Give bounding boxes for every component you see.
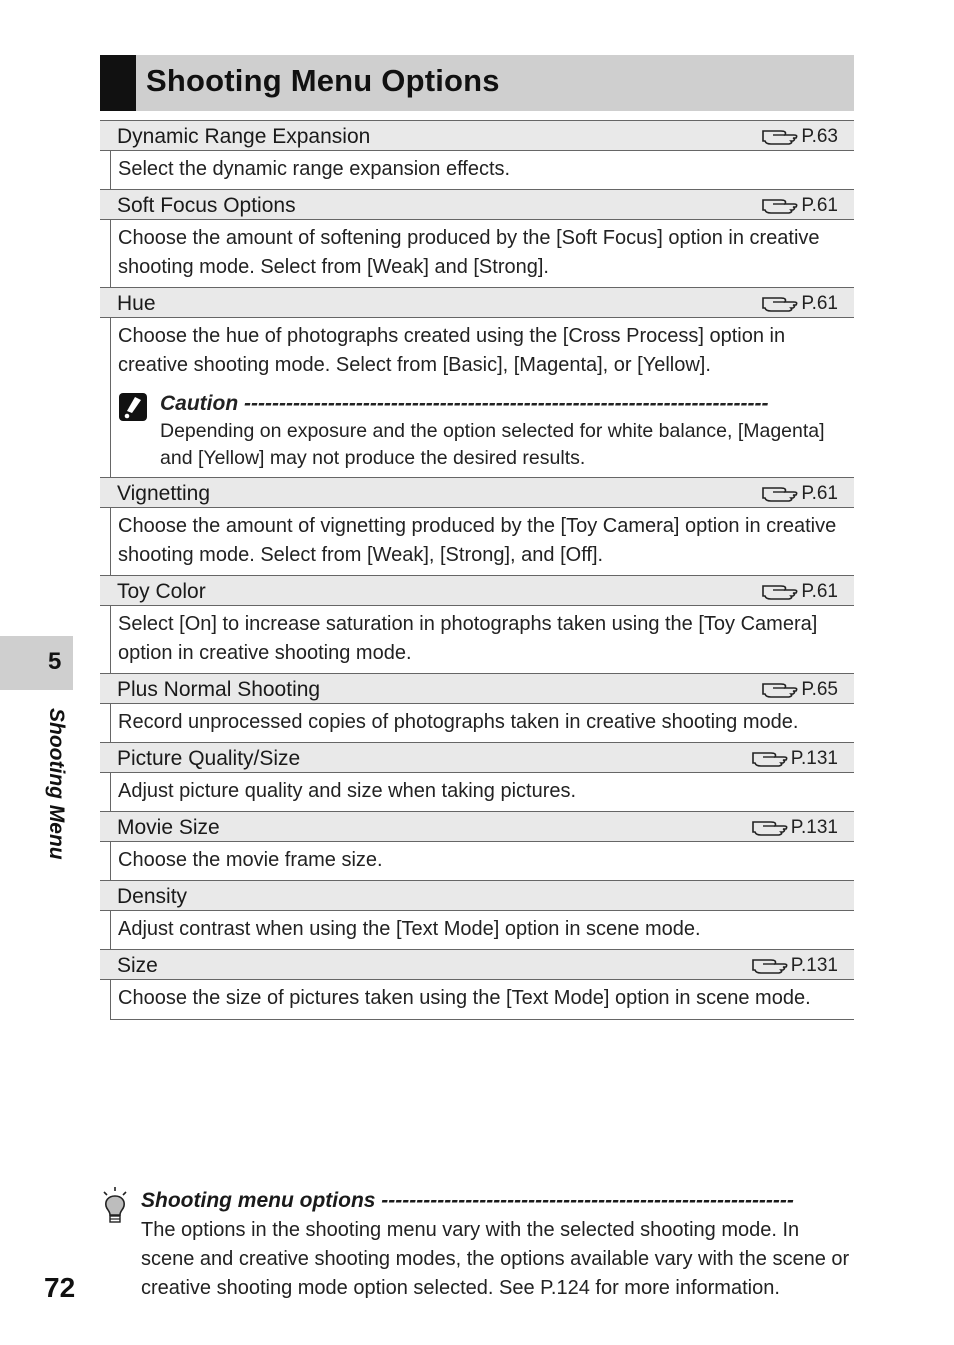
pointing-hand-icon: [761, 126, 799, 146]
option-description-with-caution: [110, 318, 854, 478]
option-description: Choose the size of pictures taken using the [Text Mode] option in scene mode.: [110, 980, 854, 1020]
memo-note: [100, 1186, 854, 1303]
page-reference: [761, 674, 838, 705]
caution-note: [118, 390, 846, 472]
chapter-tab: [0, 636, 73, 690]
chapter-side-label: [38, 708, 68, 878]
option-header: [100, 742, 854, 773]
option-header: [100, 287, 854, 318]
page-reference: [751, 950, 838, 981]
option-name: Movie Size: [117, 816, 220, 839]
page-reference: [751, 743, 838, 774]
caution-text: Depending on exposure and the option selected for white balance, [Magenta] and [Yellow] may not produce the desired results.: [160, 420, 825, 469]
option-description: Record unprocessed copies of photographs taken in creative shooting mode.: [110, 704, 854, 743]
page-ref-text: P.131: [790, 955, 838, 976]
option-name: Hue: [117, 292, 156, 315]
option-description: Adjust picture quality and size when taking pictures.: [110, 773, 854, 812]
option-name: Dynamic Range Expansion: [117, 125, 371, 148]
page-number: 72: [44, 1272, 76, 1303]
option-name: Toy Color: [117, 580, 206, 603]
pointing-hand-icon: [761, 195, 799, 215]
pointing-hand-icon: [751, 817, 789, 837]
option-description: Choose the movie frame size.: [110, 842, 854, 881]
page-reference: [761, 121, 838, 152]
option-header: [100, 189, 854, 220]
option-header: [100, 477, 854, 508]
option-description: Adjust contrast when using the [Text Mode] option in scene mode.: [110, 911, 854, 950]
caution-title: Caution ---------------------------------------------------------------------------: [160, 392, 769, 415]
options-table: [100, 120, 854, 1020]
option-description: Select the dynamic range expansion effects.: [110, 151, 854, 190]
option-header: [100, 949, 854, 980]
option-name: Picture Quality/Size: [117, 747, 301, 770]
page-ref-text: P.65: [801, 679, 838, 700]
option-header: [100, 811, 854, 842]
page-reference: [761, 288, 838, 319]
pointing-hand-icon: [751, 955, 789, 975]
option-description: Select [On] to increase saturation in photographs taken using the [Toy Camera] option in creative shooting mode.: [110, 606, 854, 674]
page-ref-text: P.61: [801, 581, 838, 602]
page-ref-text: P.63: [801, 126, 838, 147]
page-ref-text: P.131: [790, 748, 838, 769]
page-ref-text: P.61: [801, 195, 838, 216]
page-ref-text: P.61: [801, 483, 838, 504]
option-header: [100, 880, 854, 911]
pointing-hand-icon: [761, 679, 799, 699]
chapter-number: 5: [48, 648, 62, 675]
caution-icon: [118, 392, 148, 422]
page-reference: [751, 812, 838, 843]
option-name: Density: [117, 885, 188, 908]
memo-title: Shooting menu options -----------------------------------------------------------: [141, 1189, 794, 1212]
option-description: Choose the amount of vignetting produced by the [Toy Camera] option in creative shooting mode. Select from [Weak], [Strong], and [Off].: [110, 508, 854, 576]
page-reference: [761, 576, 838, 607]
page-reference: [761, 478, 838, 509]
pointing-hand-icon: [761, 293, 799, 313]
page-header: [100, 55, 854, 111]
option-name: Plus Normal Shooting: [117, 678, 321, 701]
memo-text: The options in the shooting menu vary with the selected shooting mode. In scene and creative shooting modes, the options available vary with the scene or creative shooting mode option selected. See P.124 for more information.: [141, 1219, 850, 1299]
page-reference: [761, 190, 838, 221]
option-name: Soft Focus Options: [117, 194, 296, 217]
page-title: Shooting Menu Options: [146, 63, 500, 98]
header-accent-bar: [100, 55, 136, 111]
option-header: [100, 673, 854, 704]
lightbulb-icon: [100, 1186, 130, 1226]
option-description: Choose the hue of photographs created using the [Cross Process] option in creative shooting mode. Select from [Basic], [Magenta], or [Yellow].: [118, 325, 786, 376]
page-ref-text: P.61: [801, 293, 838, 314]
option-header: [100, 575, 854, 606]
option-name: Size: [117, 954, 158, 977]
pointing-hand-icon: [761, 581, 799, 601]
option-header: [100, 120, 854, 151]
pointing-hand-icon: [761, 483, 799, 503]
page-ref-text: P.131: [790, 817, 838, 838]
chapter-label: Shooting Menu: [45, 708, 68, 860]
option-name: Vignetting: [117, 482, 211, 505]
pointing-hand-icon: [751, 748, 789, 768]
option-description: Choose the amount of softening produced by the [Soft Focus] option in creative shooting mode. Select from [Weak] and [Strong].: [110, 220, 854, 288]
